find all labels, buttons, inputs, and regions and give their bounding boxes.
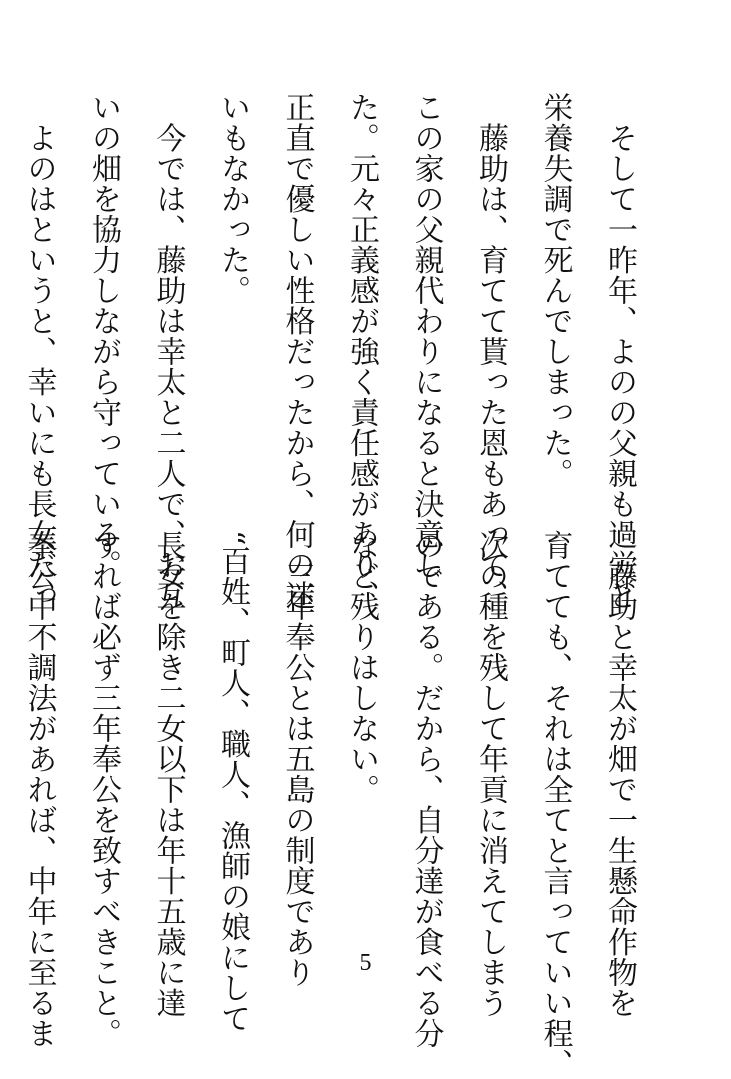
text-column: た。元々正義感が強く責任感があり、 — [344, 92, 379, 611]
text-column: 藤助と幸太が畑で一生懸命作物を — [602, 530, 637, 1018]
text-column: いもなかった。 — [215, 92, 250, 306]
bottom-text-block — [21, 530, 651, 1079]
text-column: そして一昨年、よのの父親も過労と — [602, 92, 637, 611]
text-column: のである。だから、自分達が食べる分 — [408, 530, 444, 1049]
text-column: 奉公中不調法があれば、中年に至るま — [21, 530, 57, 1049]
top-text-block — [21, 92, 651, 611]
text-column: いの畑を協力しながら守っている。 — [86, 92, 121, 580]
text-column: 育てても、それは全てと言っていい程、 — [537, 530, 573, 1079]
text-column: 今では、藤助は幸太と二人で、お互 — [150, 92, 186, 611]
text-column: 次の種を残して年貢に消えてしまう — [473, 530, 508, 1018]
text-column: 藤助は、育てて貰った恩もあって、 — [473, 92, 508, 611]
text-column — [0, 530, 6, 950]
text-column: “百姓、町人、職人、漁師の娘にして — [215, 530, 250, 1034]
text-column: この家の父親代わりになると決意し — [408, 92, 444, 580]
text-column: など残りはしない。 — [344, 530, 379, 805]
text-column: 三年奉公とは五島の制度であり — [279, 530, 315, 988]
page-number: 5 — [359, 950, 372, 976]
text-column: 栄養失調で死んでしまった。 — [537, 92, 573, 489]
text-column: 正直で優しい性格だったから、何の迷 — [279, 92, 315, 611]
text-column: すれば必ず三年奉公を致すべきこと。 — [86, 530, 121, 1049]
text-column: よのはというと、幸いにも長女だっ — [21, 92, 57, 611]
text-column: 長女を除き二女以下は年十五歳に達 — [150, 530, 186, 1018]
text-column — [0, 92, 6, 512]
